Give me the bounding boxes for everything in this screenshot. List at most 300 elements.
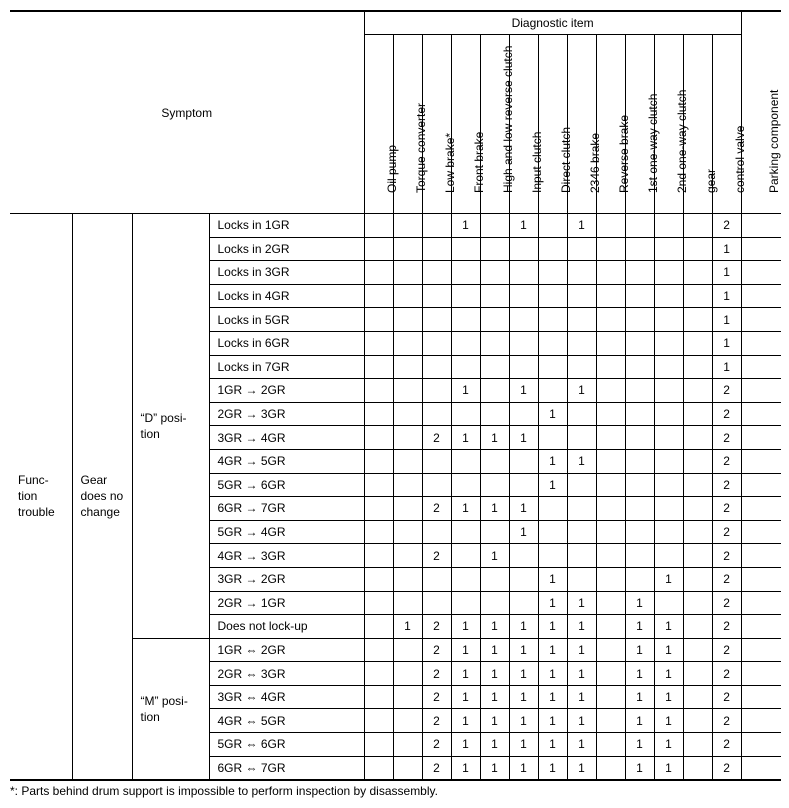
value-cell — [364, 355, 393, 379]
column-header-label: Torque converter — [413, 102, 428, 193]
value-cell: 1 — [567, 662, 596, 686]
value-cell — [364, 284, 393, 308]
value-cell — [596, 756, 625, 780]
value-cell — [364, 497, 393, 521]
symptom-label: Locks in 7GR — [209, 355, 364, 379]
value-cell — [393, 638, 422, 662]
value-cell — [596, 402, 625, 426]
value-cell — [422, 379, 451, 403]
symptom-label: 2GR → 1GR — [209, 591, 364, 615]
value-cell — [509, 402, 538, 426]
value-cell — [683, 284, 712, 308]
value-cell — [422, 261, 451, 285]
value-cell — [596, 685, 625, 709]
value-cell: 2 — [712, 685, 741, 709]
value-cell — [683, 449, 712, 473]
value-cell — [480, 473, 509, 497]
value-cell: 1 — [509, 638, 538, 662]
column-header — [509, 35, 544, 214]
value-cell — [364, 426, 393, 450]
parking-value-cell — [741, 544, 781, 568]
value-cell — [596, 355, 625, 379]
value-cell — [596, 733, 625, 757]
value-cell — [625, 214, 654, 238]
value-cell — [625, 449, 654, 473]
value-cell: 1 — [567, 685, 596, 709]
value-cell: 1 — [625, 638, 654, 662]
value-cell — [364, 615, 393, 639]
value-cell — [683, 426, 712, 450]
value-cell — [654, 355, 683, 379]
value-cell — [538, 520, 567, 544]
value-cell — [393, 591, 422, 615]
symptom-label: 6GR → 7GR — [209, 497, 364, 521]
value-cell — [683, 308, 712, 332]
column-header — [538, 35, 573, 214]
value-cell: 1 — [480, 615, 509, 639]
value-cell — [422, 567, 451, 591]
value-cell: 1 — [625, 685, 654, 709]
value-cell: 1 — [654, 638, 683, 662]
value-cell — [625, 426, 654, 450]
value-cell: 1 — [538, 685, 567, 709]
symptom-label: 3GR ⇔ 4GR — [209, 685, 364, 709]
symptom-label: 6GR ⇔ 7GR — [209, 756, 364, 780]
parking-value-cell — [741, 331, 781, 355]
table-body — [10, 214, 781, 780]
value-cell — [364, 237, 393, 261]
value-cell — [538, 308, 567, 332]
value-cell — [422, 449, 451, 473]
value-cell — [451, 544, 480, 568]
value-cell: 1 — [538, 591, 567, 615]
value-cell — [422, 214, 451, 238]
value-cell: 2 — [712, 662, 741, 686]
value-cell — [422, 308, 451, 332]
value-cell: 1 — [509, 615, 538, 639]
value-cell — [480, 237, 509, 261]
value-cell — [625, 379, 654, 403]
value-cell — [509, 473, 538, 497]
value-cell — [596, 662, 625, 686]
value-cell — [683, 709, 712, 733]
value-cell — [683, 520, 712, 544]
value-cell: 1 — [567, 591, 596, 615]
value-cell — [364, 331, 393, 355]
value-cell — [451, 473, 480, 497]
parking-value-cell — [741, 237, 781, 261]
value-cell: 1 — [451, 685, 480, 709]
value-cell — [538, 426, 567, 450]
value-cell: 1 — [654, 733, 683, 757]
parking-value-cell — [741, 615, 781, 639]
value-cell — [538, 284, 567, 308]
parking-value-cell — [741, 733, 781, 757]
value-cell — [567, 402, 596, 426]
value-cell — [393, 379, 422, 403]
value-cell — [393, 426, 422, 450]
value-cell — [683, 355, 712, 379]
parking-value-cell — [741, 473, 781, 497]
value-cell — [654, 497, 683, 521]
value-cell: 2 — [712, 379, 741, 403]
value-cell — [567, 567, 596, 591]
column-header — [712, 35, 747, 214]
value-cell — [625, 567, 654, 591]
symptom-label: Locks in 6GR — [209, 331, 364, 355]
value-cell: 1 — [451, 497, 480, 521]
diagnostic-item-header: Diagnostic item — [364, 11, 741, 35]
value-cell — [364, 261, 393, 285]
value-cell: 1 — [567, 615, 596, 639]
value-cell: 1 — [509, 662, 538, 686]
value-cell — [683, 591, 712, 615]
value-cell: 1 — [567, 379, 596, 403]
value-cell: 2 — [712, 615, 741, 639]
value-cell — [654, 284, 683, 308]
value-cell: 1 — [538, 567, 567, 591]
value-cell: 2 — [712, 497, 741, 521]
value-cell: 1 — [654, 662, 683, 686]
value-cell — [480, 214, 509, 238]
diagnostic-table — [10, 10, 781, 781]
column-header-label: Low brake* — [442, 132, 457, 193]
column-header — [422, 35, 457, 214]
subcategory-cell: Gear does no change — [72, 214, 132, 780]
value-cell: 2 — [712, 449, 741, 473]
value-cell: 1 — [567, 733, 596, 757]
symptom-label: Locks in 5GR — [209, 308, 364, 332]
value-cell: 2 — [712, 638, 741, 662]
value-cell: 1 — [712, 261, 741, 285]
value-cell: 1 — [712, 331, 741, 355]
value-cell — [683, 261, 712, 285]
value-cell — [654, 261, 683, 285]
value-cell: 1 — [451, 615, 480, 639]
value-cell: 1 — [567, 638, 596, 662]
column-header-label: 1st one-way clutch — [645, 93, 660, 193]
value-cell — [422, 520, 451, 544]
value-cell — [596, 331, 625, 355]
value-cell — [393, 308, 422, 332]
value-cell: 1 — [393, 615, 422, 639]
value-cell: 1 — [538, 473, 567, 497]
value-cell: 1 — [451, 709, 480, 733]
value-cell — [625, 237, 654, 261]
value-cell: 2 — [422, 615, 451, 639]
value-cell — [422, 331, 451, 355]
value-cell — [683, 567, 712, 591]
value-cell — [393, 544, 422, 568]
value-cell — [422, 355, 451, 379]
value-cell: 2 — [712, 544, 741, 568]
value-cell: 2 — [712, 520, 741, 544]
value-cell — [567, 544, 596, 568]
value-cell — [393, 331, 422, 355]
value-cell — [480, 520, 509, 544]
value-cell — [393, 355, 422, 379]
value-cell: 1 — [567, 214, 596, 238]
d-position-cell: “D” posi- tion — [132, 214, 209, 639]
value-cell: 1 — [538, 733, 567, 757]
parking-value-cell — [741, 214, 781, 238]
value-cell — [451, 261, 480, 285]
value-cell — [393, 261, 422, 285]
value-cell: 2 — [422, 733, 451, 757]
value-cell — [509, 591, 538, 615]
column-header-label: 2nd one-way clutch — [674, 89, 689, 193]
value-cell — [683, 497, 712, 521]
value-cell — [393, 567, 422, 591]
value-cell — [596, 237, 625, 261]
value-cell — [480, 449, 509, 473]
value-cell — [596, 214, 625, 238]
value-cell — [538, 497, 567, 521]
column-header-label: 2346 brake — [587, 132, 602, 193]
value-cell — [654, 426, 683, 450]
value-cell: 1 — [480, 544, 509, 568]
value-cell — [422, 284, 451, 308]
value-cell: 1 — [451, 733, 480, 757]
value-cell — [683, 237, 712, 261]
parking-value-cell — [741, 685, 781, 709]
value-cell: 1 — [567, 709, 596, 733]
value-cell: 1 — [509, 520, 538, 544]
value-cell — [625, 308, 654, 332]
value-cell: 1 — [712, 237, 741, 261]
value-cell: 1 — [625, 709, 654, 733]
value-cell: 1 — [538, 402, 567, 426]
value-cell: 1 — [509, 497, 538, 521]
value-cell — [364, 662, 393, 686]
value-cell — [364, 520, 393, 544]
value-cell — [625, 331, 654, 355]
value-cell — [364, 379, 393, 403]
value-cell — [364, 544, 393, 568]
value-cell — [596, 449, 625, 473]
column-header-label: Oil pump — [384, 144, 399, 193]
value-cell: 1 — [480, 709, 509, 733]
value-cell — [364, 733, 393, 757]
symptom-label: 5GR ⇔ 6GR — [209, 733, 364, 757]
symptom-label: Locks in 2GR — [209, 237, 364, 261]
value-cell — [683, 662, 712, 686]
column-header — [567, 35, 602, 214]
value-cell — [393, 402, 422, 426]
value-cell — [625, 355, 654, 379]
value-cell — [567, 331, 596, 355]
value-cell: 1 — [509, 685, 538, 709]
value-cell: 1 — [625, 662, 654, 686]
value-cell — [654, 331, 683, 355]
value-cell — [567, 261, 596, 285]
value-cell: 1 — [538, 449, 567, 473]
symptom-label: 1GR ⇔ 2GR — [209, 638, 364, 662]
value-cell — [480, 567, 509, 591]
value-cell — [480, 355, 509, 379]
value-cell — [654, 402, 683, 426]
value-cell — [567, 497, 596, 521]
value-cell — [625, 284, 654, 308]
value-cell — [364, 638, 393, 662]
value-cell — [596, 284, 625, 308]
value-cell — [480, 308, 509, 332]
value-cell — [364, 308, 393, 332]
value-cell — [654, 308, 683, 332]
parking-component-label: Parking component — [767, 89, 782, 193]
value-cell: 1 — [625, 733, 654, 757]
value-cell — [480, 331, 509, 355]
value-cell — [451, 591, 480, 615]
value-cell — [625, 520, 654, 544]
value-cell — [393, 520, 422, 544]
value-cell — [480, 591, 509, 615]
value-cell: 2 — [712, 426, 741, 450]
value-cell: 1 — [509, 756, 538, 780]
value-cell — [567, 308, 596, 332]
value-cell: 1 — [567, 449, 596, 473]
value-cell: 2 — [712, 567, 741, 591]
parking-value-cell — [741, 709, 781, 733]
value-cell: 1 — [480, 426, 509, 450]
value-cell — [451, 449, 480, 473]
column-header — [654, 35, 689, 214]
value-cell — [364, 709, 393, 733]
value-cell — [422, 591, 451, 615]
value-cell — [364, 214, 393, 238]
value-cell — [422, 473, 451, 497]
value-cell — [625, 473, 654, 497]
value-cell: 1 — [567, 756, 596, 780]
value-cell — [596, 567, 625, 591]
value-cell — [654, 214, 683, 238]
value-cell — [683, 544, 712, 568]
symptom-label: 4GR → 3GR — [209, 544, 364, 568]
value-cell — [683, 638, 712, 662]
value-cell — [393, 756, 422, 780]
value-cell — [596, 709, 625, 733]
value-cell — [451, 567, 480, 591]
value-cell: 1 — [480, 497, 509, 521]
value-cell — [393, 214, 422, 238]
value-cell — [509, 331, 538, 355]
value-cell — [480, 402, 509, 426]
value-cell: 2 — [712, 709, 741, 733]
value-cell: 1 — [451, 214, 480, 238]
value-cell — [364, 402, 393, 426]
value-cell — [683, 615, 712, 639]
value-cell — [509, 237, 538, 261]
value-cell: 1 — [654, 756, 683, 780]
value-cell — [654, 544, 683, 568]
value-cell — [596, 379, 625, 403]
value-cell — [654, 449, 683, 473]
value-cell — [596, 544, 625, 568]
value-cell — [567, 473, 596, 497]
column-header — [364, 35, 399, 214]
value-cell — [364, 756, 393, 780]
value-cell — [393, 449, 422, 473]
value-cell: 2 — [422, 685, 451, 709]
value-cell — [596, 638, 625, 662]
column-header-label: Input clutch — [529, 131, 544, 193]
symptom-label: 5GR → 4GR — [209, 520, 364, 544]
value-cell — [654, 379, 683, 403]
value-cell — [596, 426, 625, 450]
value-cell: 2 — [712, 591, 741, 615]
value-cell — [393, 685, 422, 709]
value-cell: 2 — [422, 662, 451, 686]
value-cell — [683, 733, 712, 757]
value-cell — [596, 261, 625, 285]
value-cell — [654, 237, 683, 261]
column-header — [683, 35, 718, 214]
parking-value-cell — [741, 355, 781, 379]
value-cell: 1 — [480, 638, 509, 662]
value-cell — [393, 237, 422, 261]
value-cell — [509, 261, 538, 285]
m-position-cell: “M” posi- tion — [132, 638, 209, 780]
parking-component-header — [741, 11, 781, 214]
parking-value-cell — [741, 591, 781, 615]
parking-value-cell — [741, 426, 781, 450]
value-cell: 1 — [480, 685, 509, 709]
value-cell — [451, 355, 480, 379]
symptom-label: 3GR → 4GR — [209, 426, 364, 450]
value-cell — [393, 662, 422, 686]
symptom-label: Locks in 4GR — [209, 284, 364, 308]
value-cell — [451, 331, 480, 355]
value-cell: 2 — [422, 709, 451, 733]
value-cell: 1 — [712, 355, 741, 379]
value-cell — [422, 237, 451, 261]
value-cell — [364, 567, 393, 591]
value-cell: 1 — [451, 756, 480, 780]
value-cell — [567, 237, 596, 261]
value-cell — [567, 284, 596, 308]
value-cell — [683, 473, 712, 497]
column-header — [625, 35, 660, 214]
value-cell — [538, 261, 567, 285]
value-cell: 1 — [538, 638, 567, 662]
value-cell: 2 — [712, 402, 741, 426]
value-cell — [596, 615, 625, 639]
value-cell: 1 — [509, 733, 538, 757]
symptom-label: 5GR → 6GR — [209, 473, 364, 497]
value-cell: 2 — [422, 497, 451, 521]
value-cell — [509, 355, 538, 379]
symptom-label: 1GR → 2GR — [209, 379, 364, 403]
value-cell — [683, 402, 712, 426]
value-cell: 1 — [480, 662, 509, 686]
value-cell: 1 — [509, 214, 538, 238]
parking-value-cell — [741, 638, 781, 662]
value-cell — [625, 402, 654, 426]
value-cell — [683, 331, 712, 355]
symptom-label: Locks in 1GR — [209, 214, 364, 238]
value-cell: 1 — [654, 709, 683, 733]
symptom-label: 4GR → 5GR — [209, 449, 364, 473]
column-header — [451, 35, 486, 214]
value-cell: 2 — [422, 426, 451, 450]
value-cell — [567, 520, 596, 544]
value-cell — [364, 591, 393, 615]
parking-value-cell — [741, 756, 781, 780]
symptom-label: 2GR ⇔ 3GR — [209, 662, 364, 686]
value-cell: 1 — [654, 615, 683, 639]
parking-value-cell — [741, 308, 781, 332]
value-cell — [654, 473, 683, 497]
